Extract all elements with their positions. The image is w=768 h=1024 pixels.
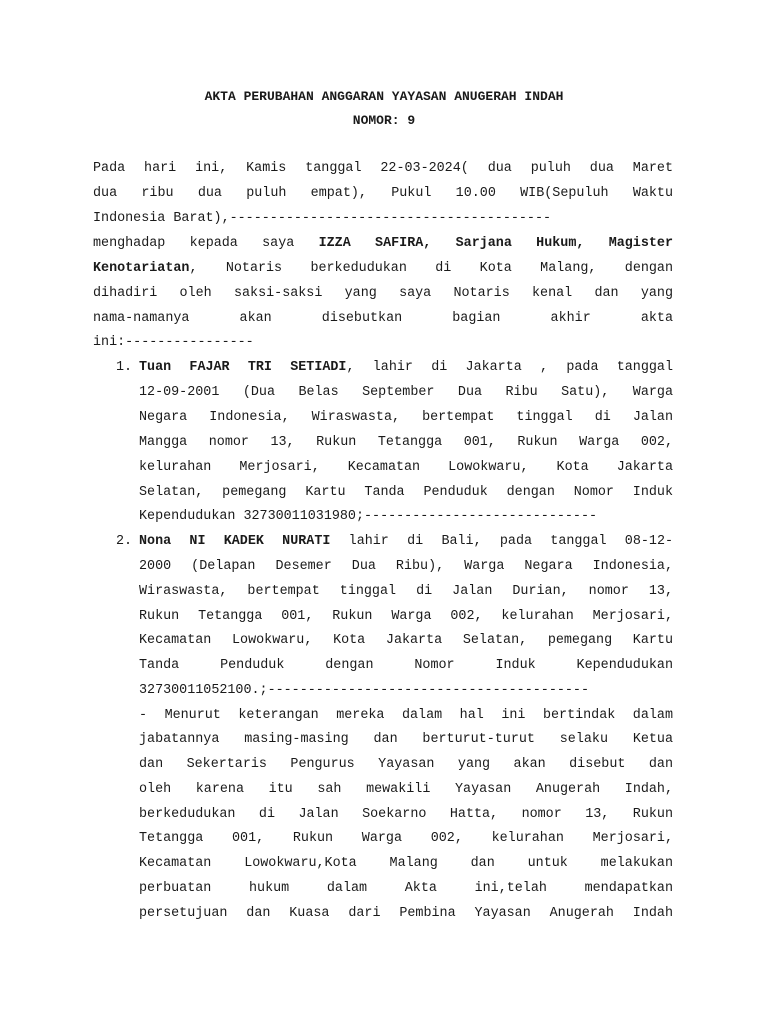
- list-item-line: Tetangga 001, Rukun Warga 002, kelurahan Merjosari,: [139, 831, 673, 846]
- intro-line: Pada hari ini, Kamis tanggal 22-03-2024( dua puluh dua Maret: [93, 161, 673, 176]
- list-item-line: 12-09-2001 (Dua Belas September Dua Ribu Satu), Warga: [139, 385, 673, 400]
- notary-name: IZZA SAFIRA: [318, 236, 424, 251]
- list-item-line: kelurahan Merjosari, Kecamatan Lowokwaru, Kota Jakarta: [139, 460, 673, 475]
- list-item-line: jabatannya masing-masing dan berturut-turut selaku Ketua: [139, 732, 673, 747]
- document-number: NOMOR: 9: [352, 113, 416, 128]
- document-title: AKTA PERUBAHAN ANGGARAN YAYASAN ANUGERAH INDAH: [204, 89, 564, 104]
- list-marker: 1.: [116, 360, 133, 375]
- list-item-first-line: [139, 533, 673, 551]
- list-item-line: Mangga nomor 13, Rukun Tetangga 001, Rukun Warga 002,: [139, 435, 673, 450]
- list-item-line: oleh karena itu sah mewakili Yayasan Anugerah Indah,: [139, 782, 673, 797]
- intro-line: [93, 235, 673, 253]
- list-item-line: Kecamatan Lowokwaru,Kota Malang dan untuk melakukan: [139, 856, 673, 871]
- intro-line: dua ribu dua puluh empat), Pukul 10.00 WIB(Sepuluh Waktu: [93, 186, 673, 201]
- list-item-line: Rukun Tetangga 001, Rukun Warga 002, kelurahan Merjosari,: [139, 609, 673, 624]
- intro-line: nama-namanya akan disebutkan bagian akhir akta: [93, 311, 673, 326]
- list-item-line: dan Sekertaris Pengurus Yayasan yang akan disebut dan: [139, 757, 673, 772]
- list-item-line: Wiraswasta, bertempat tinggal di Jalan Durian, nomor 13,: [139, 584, 673, 599]
- list-item-line: perbuatan hukum dalam Akta ini,telah mendapatkan: [139, 881, 673, 896]
- list-item-text: lahir di Bali, pada tanggal 08-12-: [330, 534, 673, 549]
- list-item-line: persetujuan dan Kuasa dari Pembina Yayasan Anugerah Indah: [139, 906, 673, 921]
- person-name: Tuan FAJAR TRI SETIADI: [139, 360, 347, 375]
- intro-text: menghadap kepada saya: [93, 236, 319, 251]
- notary-separator: ,: [423, 236, 456, 251]
- list-item-line: berkedudukan di Jalan Soekarno Hatta, nomor 13, Rukun: [139, 807, 673, 822]
- list-marker: 2.: [116, 534, 133, 549]
- list-item-line: - Menurut keterangan mereka dalam hal ini bertindak dalam: [139, 708, 673, 723]
- list-item-line: Kecamatan Lowokwaru, Kota Jakarta Selatan, pemegang Kartu: [139, 633, 673, 648]
- notary-title: Sarjana Hukum, Magister: [455, 236, 673, 251]
- notary-title-cont: Kenotariatan: [93, 261, 190, 276]
- list-item-line: Kependudukan 32730011031980;-----------------------------: [139, 509, 598, 524]
- list-item-first-line: [139, 359, 673, 377]
- list-item-line: Tanda Penduduk dengan Nomor Induk Kependudukan: [139, 658, 673, 673]
- list-item-line: 2000 (Delapan Desemer Dua Ribu), Warga Negara Indonesia,: [139, 559, 673, 574]
- intro-line: dihadiri oleh saksi-saksi yang saya Notaris kenal dan yang: [93, 286, 673, 301]
- person-name: Nona NI KADEK NURATI: [139, 534, 331, 549]
- list-item-line: Selatan, pemegang Kartu Tanda Penduduk dengan Nomor Induk: [139, 485, 673, 500]
- intro-text: , Notaris berkedudukan di Kota Malang, dengan: [189, 261, 673, 276]
- list-item-text: , lahir di Jakarta , pada tanggal: [346, 360, 673, 375]
- list-item-line: 32730011052100.;----------------------------------------: [139, 683, 589, 698]
- intro-line: Indonesia Barat),----------------------------------------: [93, 211, 552, 226]
- intro-line: [93, 260, 673, 278]
- list-item-line: Negara Indonesia, Wiraswasta, bertempat tinggal di Jalan: [139, 410, 673, 425]
- intro-line: ini:----------------: [93, 335, 254, 350]
